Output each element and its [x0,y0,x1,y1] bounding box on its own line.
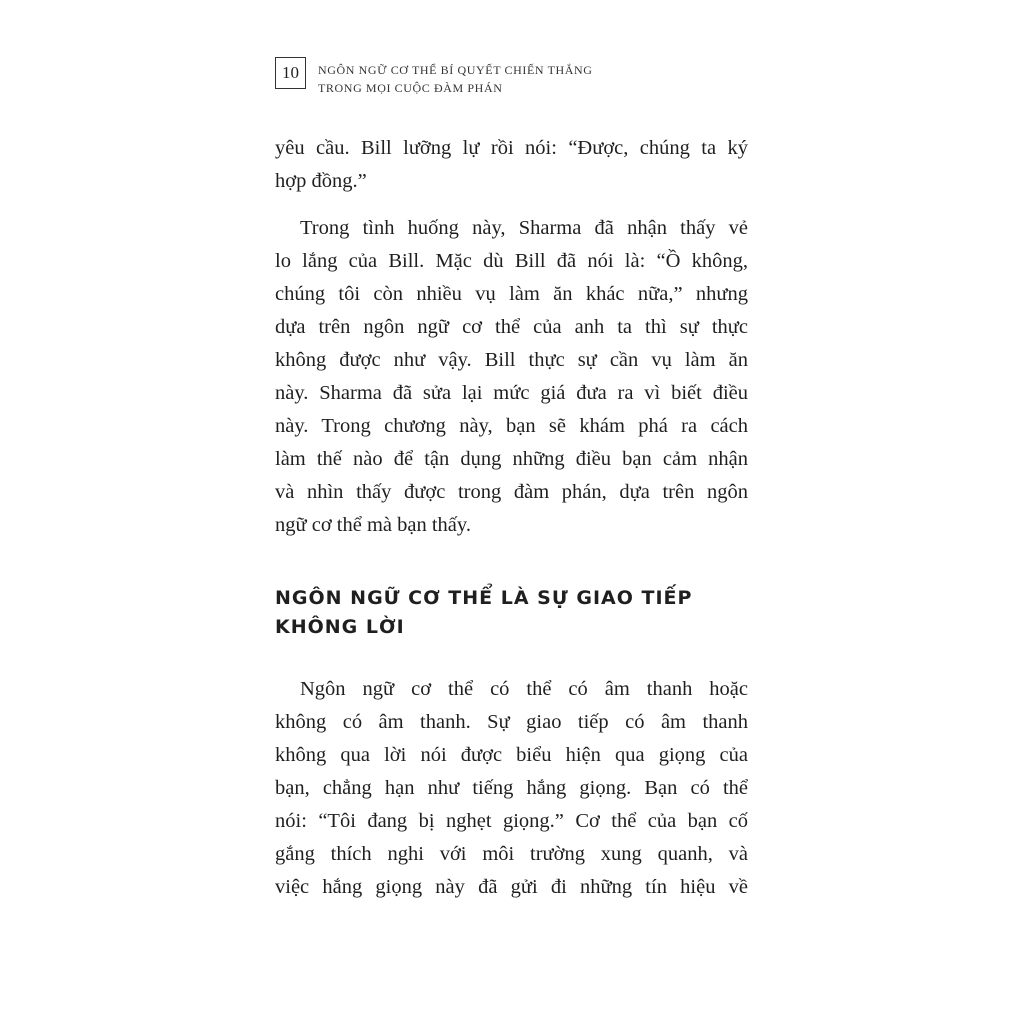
text-line: không được như vậy. Bill thực sự cần vụ làm ăn [275,349,748,371]
text-line: không có âm thanh. Sự giao tiếp có âm thanh [275,711,748,733]
text-line: và nhìn thấy được trong đàm phán, dựa trên ngôn [275,481,748,503]
text-line: việc hắng giọng này đã gửi đi những tín hiệu về [275,876,748,898]
running-header [318,61,593,97]
text-line: ngữ cơ thể mà bạn thấy. [275,514,471,536]
text-line: này. Sharma đã sửa lại mức giá đưa ra vì biết điều [275,382,748,404]
paragraph-continuation [275,132,748,198]
section-heading-line-2: KHÔNG LỜI [275,616,405,638]
text-line: này. Trong chương này, bạn sẽ khám phá ra cách [275,415,748,437]
section-heading-line-1: NGÔN NGỮ CƠ THỂ LÀ SỰ GIAO TIẾP [275,587,693,609]
section-heading [275,584,748,642]
text-line: nói: “Tôi đang bị nghẹt giọng.” Cơ thể của bạn cố [275,810,748,832]
text-line: bạn, chẳng hạn như tiếng hắng giọng. Bạn có thể [275,777,748,799]
running-header-line-2: TRONG MỌI CUỘC ĐÀM PHÁN [318,81,503,95]
paragraph-situation [275,212,748,542]
text-line: hợp đồng.” [275,170,367,192]
text-line: Ngôn ngữ cơ thể có thể có âm thanh hoặc [300,678,748,700]
page-number: 10 [275,57,306,89]
text-line: Trong tình huống này, Sharma đã nhận thấy vẻ [300,217,748,239]
text-line: gắng thích nghi với môi trường xung quanh, và [275,843,748,865]
text-line: yêu cầu. Bill lưỡng lự rồi nói: “Được, chúng ta ký [275,137,748,159]
text-line: chúng tôi còn nhiều vụ làm ăn khác nữa,” nhưng [275,283,748,305]
text-line: dựa trên ngôn ngữ cơ thể của anh ta thì sự thực [275,316,748,338]
text-line: làm thế nào để tận dụng những điều bạn cảm nhận [275,448,748,470]
running-header-line-1: NGÔN NGỮ CƠ THỂ BÍ QUYẾT CHIẾN THẮNG [318,63,593,77]
text-line: lo lắng của Bill. Mặc dù Bill đã nói là: “Ồ không, [275,250,748,272]
text-line: không qua lời nói được biểu hiện qua giọng của [275,744,748,766]
paragraph-section-body [275,673,748,904]
